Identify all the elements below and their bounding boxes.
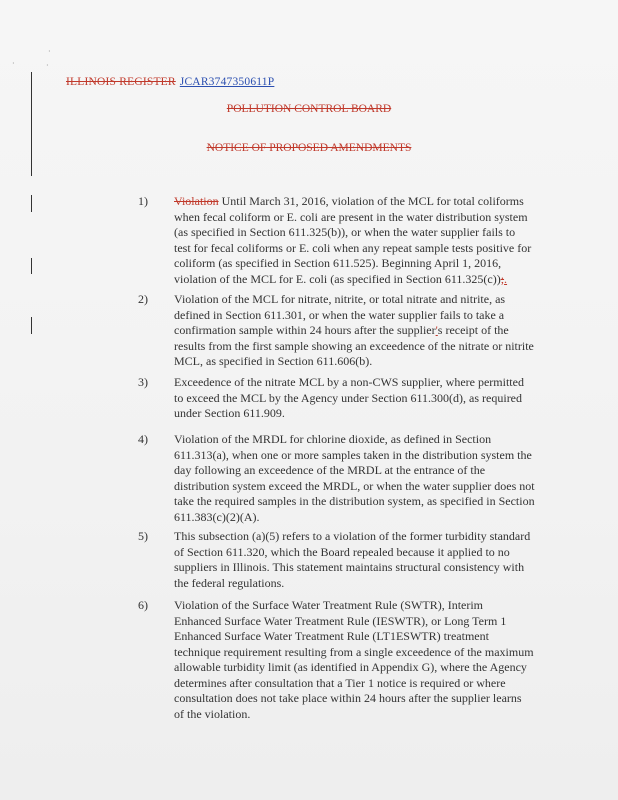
revision-bar — [31, 72, 32, 176]
item-text — [174, 432, 578, 525]
line-text: violation of the MCL for E. coli (as specified in Section 611.325(c)) — [174, 271, 501, 286]
item-number: 3) — [138, 375, 148, 389]
text-line: defined in Section 611.301, or when the water supplier fails to take a — [174, 307, 505, 322]
text-line: under Section 611.909. — [174, 406, 285, 420]
item-number: 1) — [138, 194, 148, 208]
text-line: of the violation. — [174, 706, 251, 721]
item-text — [174, 598, 578, 722]
item-number: 4) — [138, 432, 148, 446]
text-line: 611.313(a), when one or more samples taken in the distribution system the — [174, 447, 532, 462]
item-text — [174, 292, 578, 370]
text-line: allowable turbidity limit (as identified in Appendix G), where the Agency — [174, 660, 527, 674]
text-line: coliform (as specified in Section 611.525). Beginning April 1, 2016, — [174, 256, 502, 270]
text-line: results from the first sample showing an exceedence of the nitrate or nitrite — [174, 338, 534, 353]
inserted-text: ' — [435, 323, 438, 337]
text-line: when fecal coliform or E. coli are present in the water distribution system — [174, 209, 528, 224]
text-line: day following an exceedence of the MRDL at the entrance of the — [174, 463, 486, 477]
text-line: take the required samples in the distribution system, as specified in Section — [174, 494, 535, 508]
line-text: s receipt of the — [437, 323, 509, 337]
text-line: to exceed the MCL by the Agency under Section 611.300(d), as required — [174, 390, 523, 405]
item-text — [174, 529, 578, 591]
item-number: 2) — [138, 292, 148, 306]
text-line: Violation of the Surface Water Treatment Rule (SWTR), Interim — [174, 598, 484, 612]
text-line: suppliers in Illinois. This statement maintains structural consistency with — [174, 560, 525, 574]
deleted-text: ; — [500, 271, 505, 286]
text-line: the federal regulations. — [174, 575, 285, 590]
revision-bar — [31, 317, 32, 334]
inserted-text: . — [504, 271, 508, 286]
text-line: of Section 611.320, which the Board repealed because it applied to no — [174, 544, 510, 559]
text-line: Violation of the MCL for nitrate, nitrite, or total nitrate and nitrite, as — [174, 292, 506, 306]
line-text: confirmation sample within 24 hours after the supplier — [174, 323, 436, 337]
text-line: Enhanced Surface Water Treatment Rule (IESWTR), or Long Term 1 — [174, 613, 507, 628]
notice-title: NOTICE OF PROPOSED AMENDMENTS — [206, 142, 412, 154]
scan-speck: · — [48, 47, 51, 56]
item-number: 5) — [138, 529, 148, 543]
scan-speck: · — [46, 61, 49, 70]
text-line — [174, 194, 578, 210]
item-number: 6) — [138, 598, 148, 612]
text-line: consultation does not take place within 24 hours after the supplier learns — [174, 691, 522, 705]
text-line — [174, 272, 578, 288]
text-line: MCL, as specified in Section 611.606(b). — [174, 354, 373, 368]
text-line: Violation of the MRDL for chlorine dioxide, as defined in Section — [174, 432, 492, 446]
item-text — [174, 194, 578, 287]
text-line: test for fecal coliforms or E. coli when any repeat sample tests positive for — [174, 240, 532, 255]
text-line: Enhanced Surface Water Treatment Rule (LT1ESWTR) treatment — [174, 629, 489, 643]
revision-bar — [31, 195, 32, 212]
text-line — [174, 323, 578, 339]
revision-bar — [31, 258, 32, 274]
text-line: 611.383(c)(2)(A). — [174, 509, 260, 524]
text-line: This subsection (a)(5) refers to a violation of the former turbidity standard — [174, 529, 531, 543]
line-text: Until March 31, 2016, violation of the MCL for total coliforms — [218, 194, 524, 208]
text-line: Exceedence of the nitrate MCL by a non-CWS supplier, where permitted — [174, 375, 524, 389]
text-line: technique requirement resulting from a single exceedence of the maximum — [174, 644, 534, 659]
text-line: (as specified in Section 611.325(b)), or when the water supplier fails to — [174, 225, 516, 239]
register-header — [66, 76, 274, 88]
register-struck: ILLINOIS REGISTER — [66, 76, 176, 88]
board-title: POLLUTION CONTROL BOARD — [226, 103, 392, 115]
deleted-text: Violation — [174, 194, 219, 208]
item-text — [174, 375, 578, 422]
scan-speck: · — [12, 59, 15, 68]
text-line: determines after consultation that a Tier 1 notice is required or where — [174, 675, 506, 690]
text-line: distribution system exceed the MRDL, or when the water supplier does not — [174, 478, 535, 493]
register-id: JCAR3747350611P — [179, 76, 275, 88]
